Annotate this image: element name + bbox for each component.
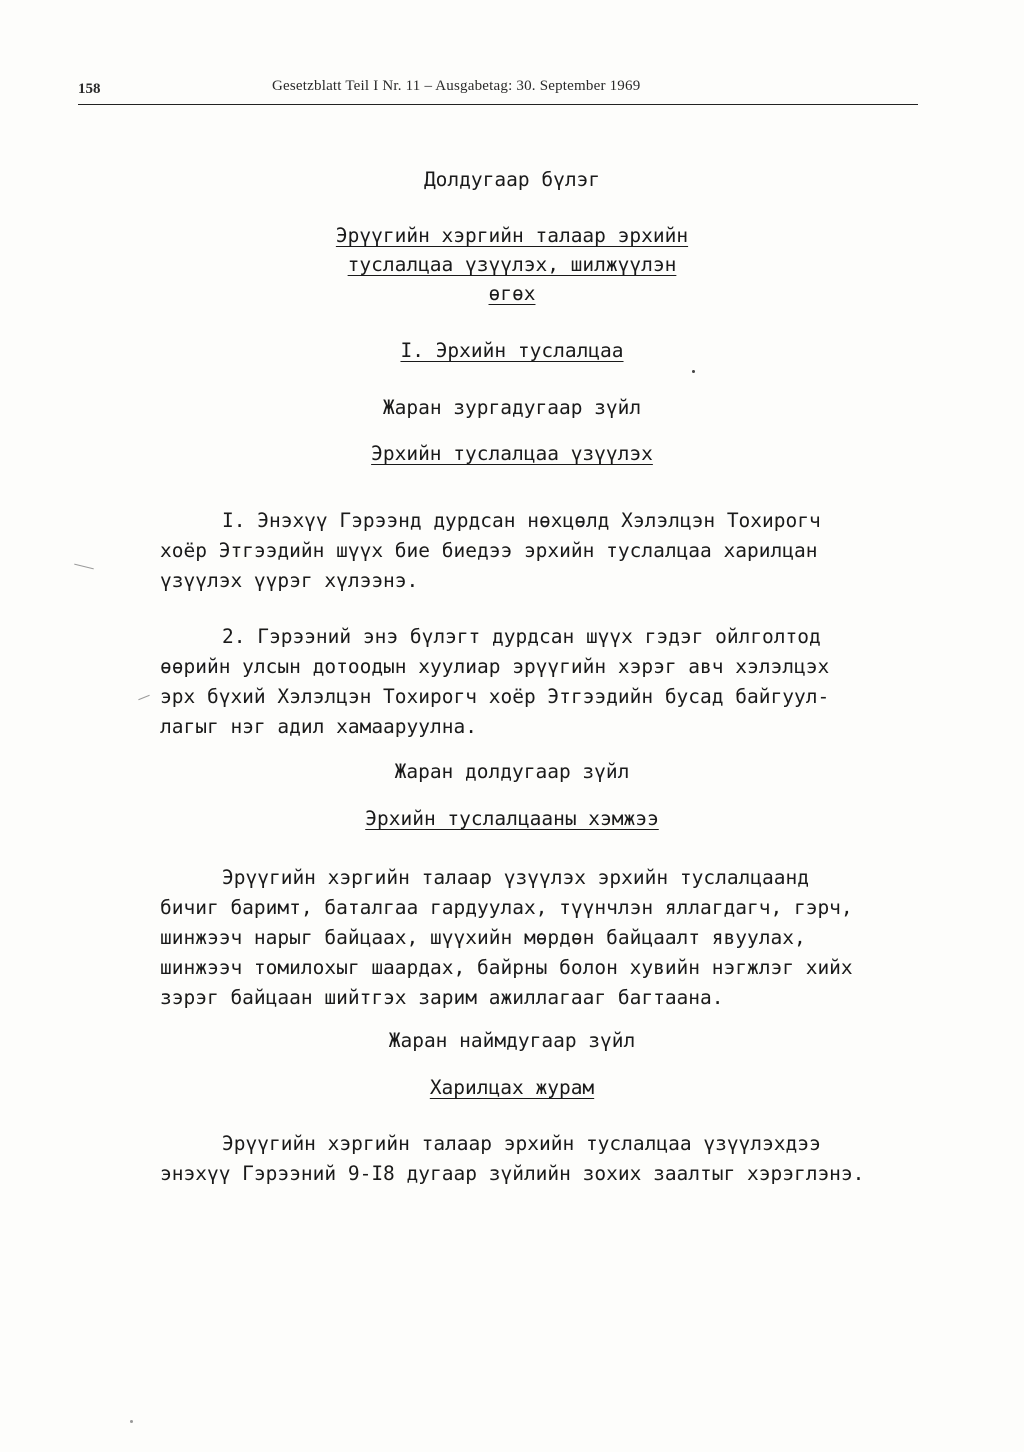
chapter-subtitle-line: туслалцаа үзүүлэх, шилжүүлэн [347, 253, 677, 276]
paragraph [160, 1129, 865, 1189]
paragraph-line: өөрийн улсын дотоодын хуулиар эрүүгийн хэрэг авч хэлэлцэх [160, 655, 830, 678]
page-number: 158 [78, 81, 101, 97]
article-number: Жаран долдугаар зүйл [394, 760, 630, 783]
chapter-subtitle-line: Эрүүгийн хэргийн талаар эрхийн [335, 224, 689, 247]
paragraph [160, 622, 860, 742]
scan-mark [138, 695, 150, 700]
paragraph-line: 2. Гэрээний энэ бүлэгт дурдсан шүүх гэдэг ойлголтод [222, 625, 821, 648]
paragraph-line: эрх бүхий Хэлэлцэн Тохирогч хоёр Этгээдийн бусад байгуул- [160, 685, 830, 708]
paragraph-line: шинжээч томилохыг шаардах, байрны болон хувийн нэгжлэг хийх [160, 956, 853, 979]
scan-speck [130, 1420, 133, 1423]
paragraph-line: хоёр Этгээдийн шүүх бие биедээ эрхийн туслалцаа харилцан [160, 539, 818, 562]
scan-speck [692, 370, 695, 373]
paragraph-line: Эрүүгийн хэргийн талаар эрхийн туслалцаа үзүүлэхдээ [222, 1132, 821, 1155]
paragraph-line: Эрүүгийн хэргийн талаар үзүүлэх эрхийн туслалцаанд [222, 866, 809, 889]
scan-mark [74, 564, 94, 570]
paragraph-line: лагыг нэг адил хамааруулна. [160, 715, 477, 738]
page-header [78, 78, 918, 105]
running-head: Gesetzblatt Teil I Nr. 11 – Ausgabetag: 30. September 1969 [272, 78, 641, 94]
paragraph-line: энэхүү Гэрээний 9-I8 дугаар зүйлийн зохих заалтыг хэрэглэнэ. [160, 1162, 865, 1185]
paragraph [160, 863, 860, 1013]
article-heading: Эрхийн туслалцаа үзүүлэх [371, 442, 653, 465]
paragraph-line: зэрэг байцаан шийтгэх зарим ажиллагааг багтаана. [160, 986, 724, 1009]
paragraph-line: үзүүлэх үүрэг хүлээнэ. [160, 569, 419, 592]
section-title-text: I. Эрхийн туслалцаа [400, 339, 624, 362]
paragraph-line: шинжээч нарыг байцаах, шүүхийн мөрдөн байцаалт явуулах, [160, 926, 806, 949]
paragraph [160, 506, 860, 596]
chapter-subtitle-line: өгөх [488, 282, 536, 305]
chapter-title: Долдугаар бүлэг [423, 168, 601, 191]
article-number: Жаран наймдугаар зүйл [388, 1029, 636, 1052]
article-heading: Харилцах журам [429, 1076, 595, 1099]
article-number: Жаран зургадугаар зүйл [382, 396, 642, 419]
paragraph-line: I. Энэхүү Гэрээнд дурдсан нөхцөлд Хэлэлцэн Тохирогч [222, 509, 821, 532]
article-heading: Эрхийн туслалцааны хэмжээ [365, 807, 659, 830]
paragraph-line: бичиг баримт, баталгаа гардуулах, түүнчлэн яллагдагч, гэрч, [160, 896, 853, 919]
section-title [0, 337, 1024, 365]
